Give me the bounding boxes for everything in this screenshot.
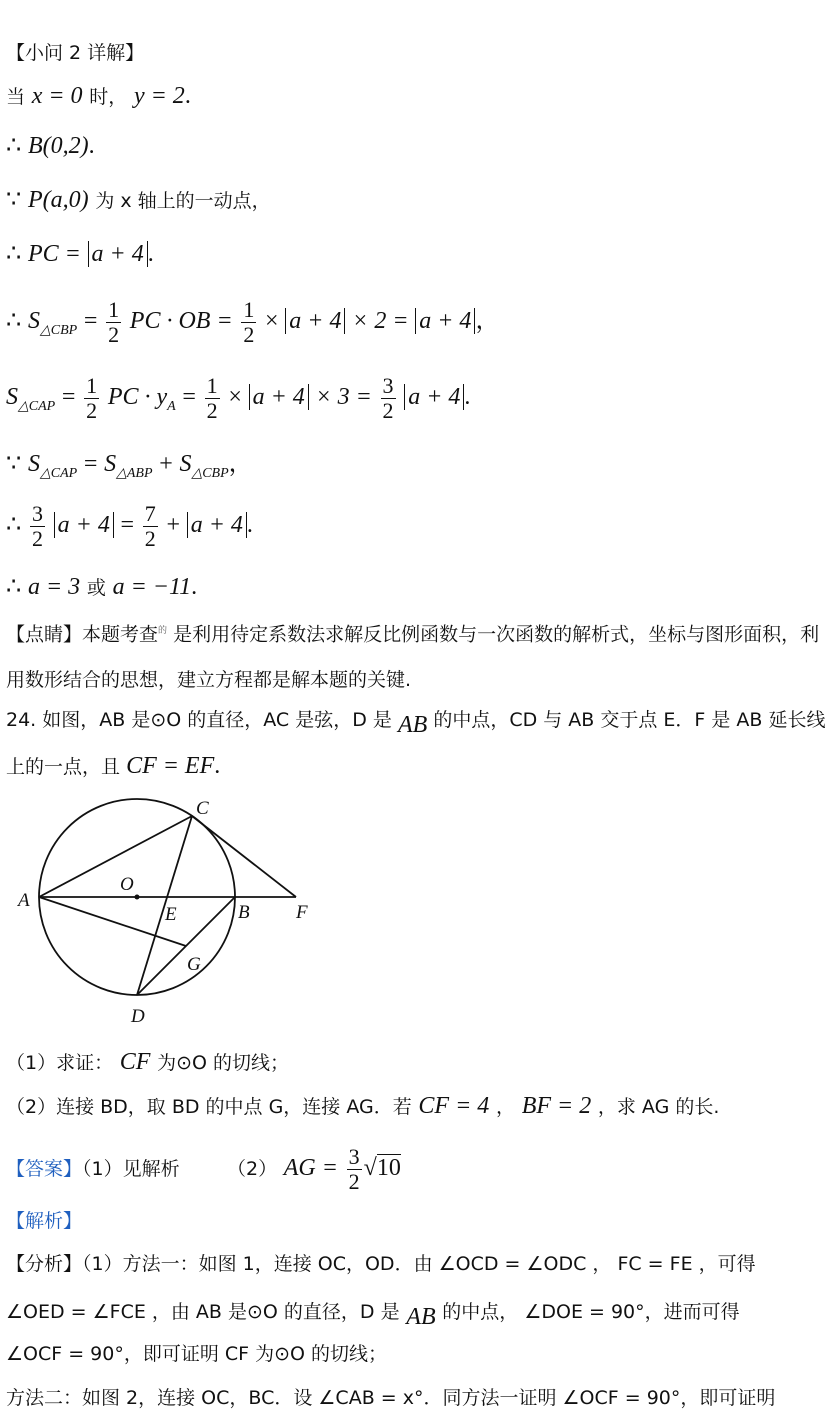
label-e: E	[165, 904, 177, 925]
label-o: O	[120, 874, 134, 895]
q2-heading: 【小问 2 详解】	[6, 42, 145, 64]
line-p: ∵ P(a,0) 为 x 轴上的一动点，	[6, 187, 271, 213]
label-b: B	[238, 902, 250, 923]
answer-tag: 【答案】	[6, 1158, 83, 1180]
line-cf	[192, 816, 296, 897]
line-s-cbp: ∴ $S_{\triangle CBP}$ = $\frac{1}{2}$ PC · OB = $\frac{1}{2}$ × a + 4 × 2 = a + 4 ，	[6, 297, 500, 347]
line-answer-a: ∴ a = 3 或 a = −11.	[6, 574, 198, 600]
label-d: D	[131, 1006, 145, 1027]
fraction: $\frac{3}{2}$	[348, 1144, 360, 1194]
fraction: $\frac{1}{2}$	[86, 373, 98, 423]
line-b: ∴ B(0,2).	[6, 133, 95, 159]
label-c: C	[196, 798, 209, 819]
fraction: $\frac{1}{2}$	[243, 297, 255, 347]
line-s-cap: $S_{\triangle CAP}$ = $\frac{1}{2}$ PC · $y_A$ = $\frac{1}{2}$ × a + 4 × 3 = $\frac{3}{2}$ a + 4 .	[6, 373, 471, 423]
line-pc: ∴ PC = a + 4 .	[6, 241, 154, 267]
comment-paragraph: 【点睛】本题考查$^的$ 是利用待定系数法求解反比例函数与一次函数的解析式，坐标与图形面积，利用数形结合的思想，建立方程都是解本题的关键.	[6, 623, 820, 692]
line-ac	[39, 816, 192, 897]
analysis-tag: 【解析】	[6, 1210, 83, 1232]
center-point	[135, 895, 140, 900]
fraction: $\frac{1}{2}$	[206, 373, 218, 423]
line-s-sum: ∵ $S_{\triangle CAP} = S_{\triangle ABP} + S_{\triangle CBP}$，	[6, 451, 253, 481]
subquestion-2: （2）连接 BD，取 BD 的中点 G，连接 AG．若 CF = 4 ， BF = 2 ，求 AG 的长.	[6, 1093, 720, 1119]
sqrt-sign: √	[363, 1155, 377, 1181]
label-f: F	[296, 902, 308, 923]
arc-ab: AB	[406, 1304, 436, 1330]
analysis-line-4: 方法二：如图 2，连接 OC，BC．设 ∠CAB = x°．同方法一证明 ∠OCF = 90°，即可证明	[6, 1387, 776, 1409]
fraction: $\frac{7}{2}$	[144, 501, 156, 551]
line-equation: ∴ $\frac{3}{2}$ a + 4 = $\frac{7}{2}$ + a + 4 .	[6, 501, 253, 551]
line-x0: 当 x = 0 时， y = 2.	[6, 83, 191, 109]
subquestion-1: （1）求证： CF 为⊙O 的切线；	[6, 1049, 290, 1075]
analysis-line-3: ∠OCF = 90°，即可证明 CF 为⊙O 的切线；	[6, 1343, 388, 1365]
analysis-line-2: ∠OED = ∠FCE ，由 AB 是⊙O 的直径，D 是 AB 的中点， ∠DOE = 90°，进而可得	[6, 1301, 740, 1330]
label-g: G	[187, 954, 201, 975]
fraction: $\frac{3}{2}$	[382, 373, 394, 423]
problem-24-statement: 24. 如图，AB 是⊙O 的直径，AC 是弦，D 是 AB 的中点，CD 与 AB 交于点 E．F 是 AB 延长线上的一点，且 CF = EF.	[6, 709, 826, 779]
answer-line: 【答案】（1）见解析 （2） AG = $\frac{3}{2}$ √10	[6, 1144, 401, 1194]
geometry-figure	[0, 790, 340, 1030]
arc-ab: AB	[397, 712, 428, 738]
fraction: $\frac{3}{2}$	[31, 501, 43, 551]
label-a: A	[18, 890, 30, 911]
analysis-line-1: 【分析】（1）方法一：如图 1，连接 OC，OD．由 ∠OCD = ∠ODC ， FC = FE ，可得	[6, 1253, 756, 1275]
fraction: $\frac{1}{2}$	[108, 297, 120, 347]
